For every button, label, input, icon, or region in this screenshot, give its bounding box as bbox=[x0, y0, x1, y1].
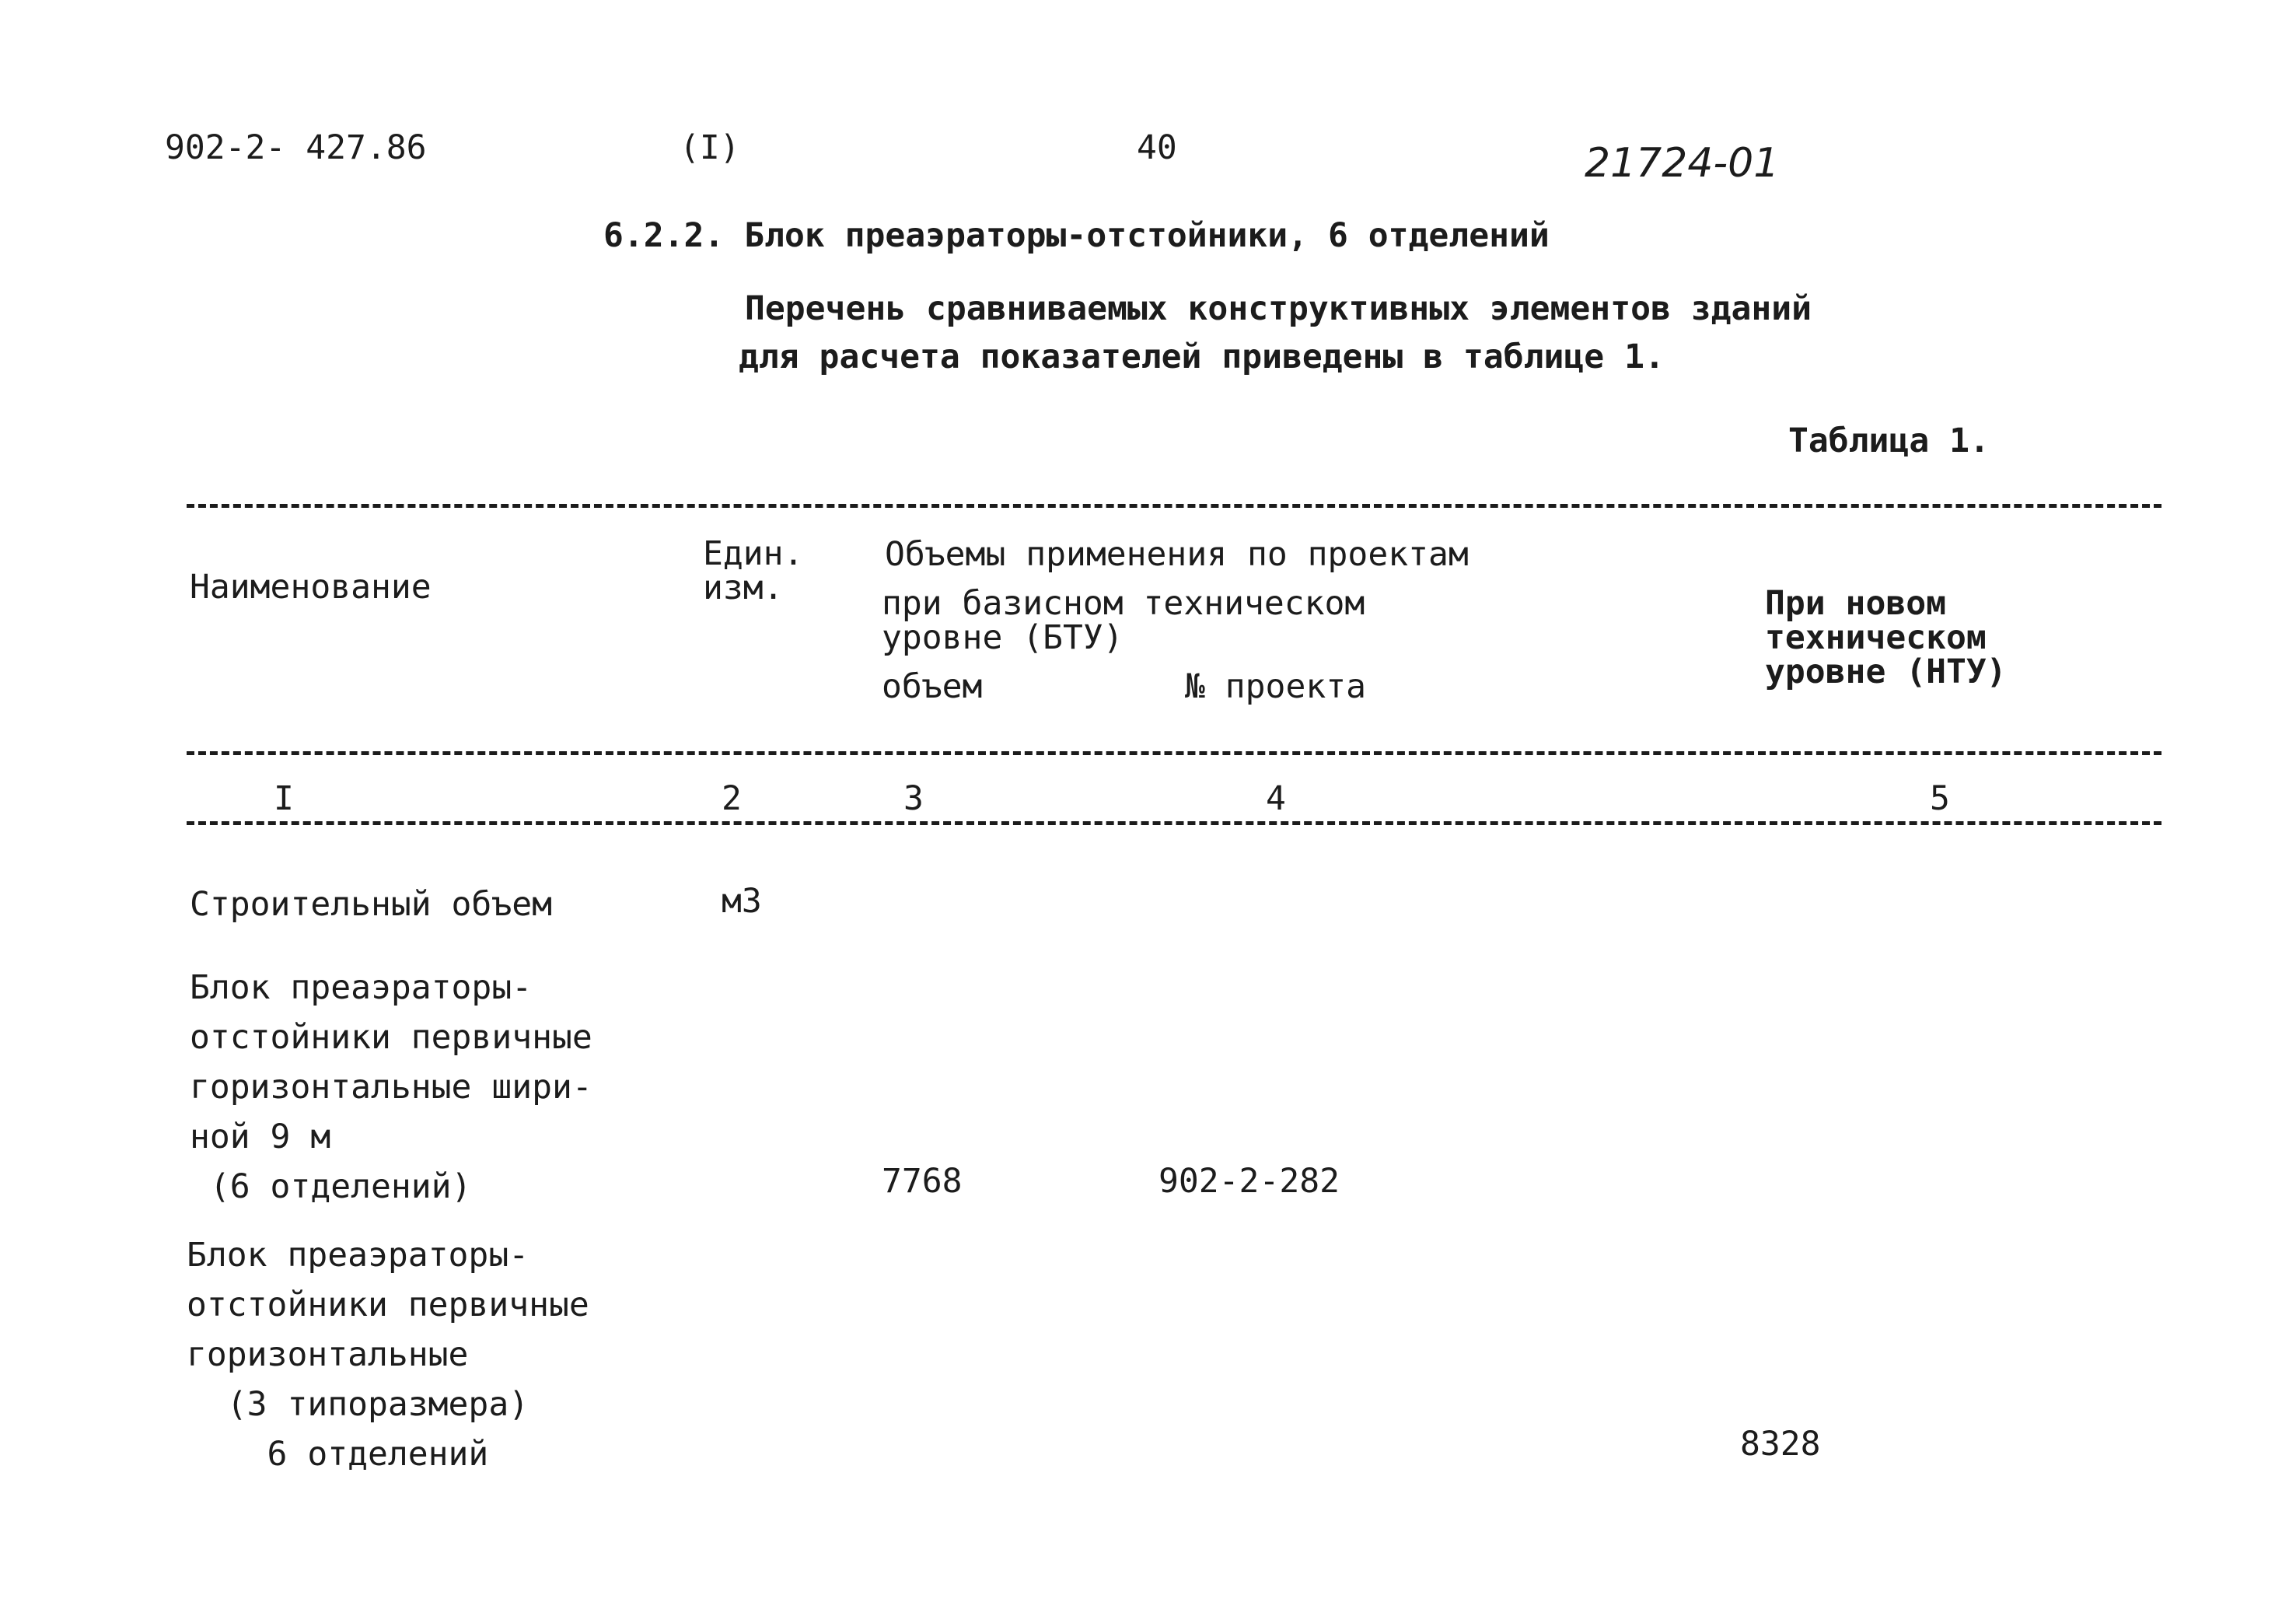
column-header-ntu: При новом техническом уровне (НТУ) bbox=[1765, 584, 2007, 691]
row-2-project: 902-2-282 bbox=[1158, 1162, 1340, 1201]
column-header-volume: объем bbox=[882, 667, 983, 706]
row-2-volume: 7768 bbox=[882, 1162, 963, 1201]
column-header-unit: Един. изм. bbox=[703, 534, 804, 607]
table-top-rule bbox=[187, 504, 2161, 508]
column-header-volumes-group: Объемы применения по проектам bbox=[885, 535, 1469, 574]
row-1-unit: м3 bbox=[722, 882, 762, 921]
column-number-4: 4 bbox=[1266, 779, 1286, 818]
row-3-name: Блок преаэраторы- отстойники первичные горизонтальные (3 типоразмера) 6 отделений bbox=[187, 1236, 589, 1474]
section-title: 6.2.2. Блок преаэраторы-отстойники, 6 отделений bbox=[603, 216, 1550, 255]
column-number-3: 3 bbox=[903, 779, 924, 818]
intro-line-2: для расчета показателей приведены в таблице 1. bbox=[739, 338, 1665, 376]
column-header-btu-group: при базисном техническом уровне (БТУ) bbox=[882, 584, 1365, 657]
row-3-ntu: 8328 bbox=[1740, 1425, 1821, 1464]
column-header-project-number: № проекта bbox=[1185, 667, 1366, 706]
page-number: 40 bbox=[1137, 128, 1177, 167]
intro-line-1: Перечень сравниваемых конструктивных элементов зданий bbox=[745, 289, 1812, 328]
row-1-name: Строительный объем bbox=[190, 885, 552, 924]
column-numbers-rule bbox=[187, 821, 2161, 825]
column-header-name: Наименование bbox=[190, 568, 432, 607]
handwritten-inventory-number: 21724-01 bbox=[1585, 140, 1780, 187]
column-number-5: 5 bbox=[1930, 779, 1950, 818]
table-caption: Таблица 1. bbox=[1788, 421, 1990, 460]
column-number-1: I bbox=[274, 779, 294, 818]
header-bottom-rule bbox=[187, 751, 2161, 755]
column-number-2: 2 bbox=[722, 779, 742, 818]
row-2-name: Блок преаэраторы- отстойники первичные горизонтальные шири- ной 9 м (6 отделений) bbox=[190, 968, 592, 1206]
volume-number: (I) bbox=[680, 128, 740, 167]
document-code: 902-2- 427.86 bbox=[165, 128, 427, 167]
